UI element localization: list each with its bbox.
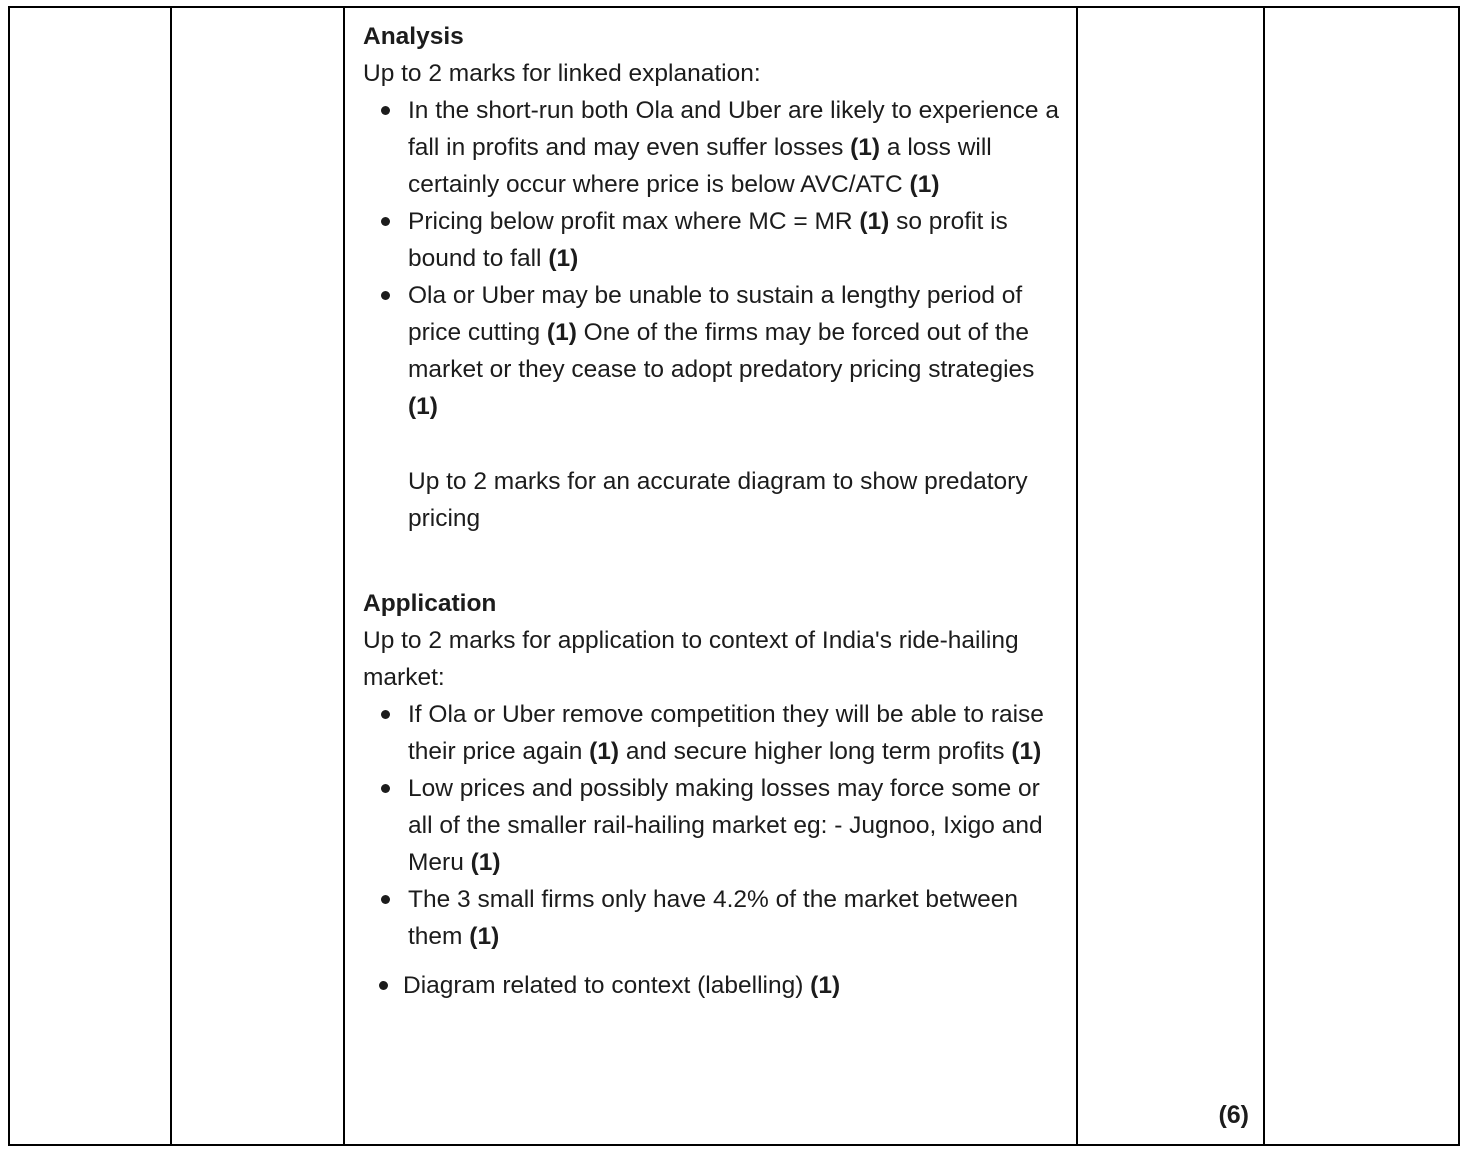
bullet-icon: [363, 277, 408, 300]
right-empty-column: [1265, 8, 1458, 1144]
analysis-heading: Analysis: [363, 23, 464, 50]
bullet-icon: [363, 770, 408, 793]
marks-column: [1078, 8, 1265, 1144]
list-item: [363, 881, 1062, 955]
list-item: [363, 203, 1062, 277]
application-section: [363, 585, 1062, 1004]
bullet-icon: [363, 696, 408, 719]
application-heading: Application: [363, 590, 497, 617]
marks-total: (6): [1218, 1101, 1249, 1129]
bullet-text: The 3 small firms only have 4.2% of the market between them (1): [408, 886, 1019, 950]
bullet-icon: [363, 881, 408, 904]
bullet-text: Ola or Uber may be unable to sustain a lengthy period of price cutting (1) One of the firms may be forced out of the market or they cease to adopt predatory pricing strategies (1): [408, 282, 1035, 420]
list-item: [363, 92, 1062, 203]
answer-label-column: [172, 8, 345, 1144]
analysis-section: [363, 18, 1062, 537]
analysis-intro: Up to 2 marks for linked explanation:: [363, 60, 761, 87]
bullet-icon: [363, 92, 408, 115]
question-number-column: [10, 8, 172, 1144]
list-item: [363, 770, 1062, 881]
bullet-icon: [363, 967, 403, 990]
application-intro: Up to 2 marks for application to context of India's ride-hailing market:: [363, 627, 1019, 691]
diagram-note: Up to 2 marks for an accurate diagram to show predatory pricing: [408, 468, 1028, 532]
bullet-text: Diagram related to context (labelling) (1): [403, 972, 841, 999]
bullet-text: In the short-run both Ola and Uber are likely to experience a fall in profits and may even suffer losses (1) a loss will certainly occur where price is below AVC/ATC (1): [408, 97, 1059, 198]
mark-scheme-table: [8, 6, 1460, 1146]
list-item: [363, 277, 1062, 425]
bullet-text: Low prices and possibly making losses may force some or all of the smaller rail-hailing market eg: - Jugnoo, Ixigo and Meru (1): [408, 775, 1043, 876]
bullet-text: Pricing below profit max where MC = MR (1) so profit is bound to fall (1): [408, 208, 1008, 272]
list-item: [363, 696, 1062, 770]
bullet-icon: [363, 203, 408, 226]
list-item: [363, 967, 1062, 1004]
bullet-text: If Ola or Uber remove competition they will be able to raise their price again (1) and secure higher long term profits (1): [408, 701, 1044, 765]
indicative-content-column: [345, 8, 1078, 1144]
